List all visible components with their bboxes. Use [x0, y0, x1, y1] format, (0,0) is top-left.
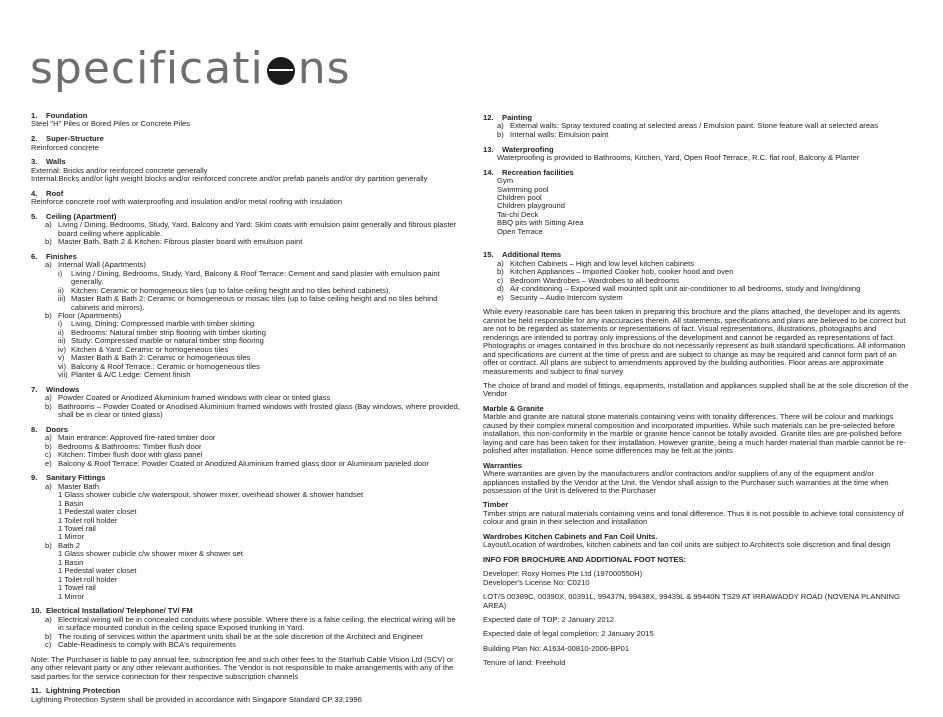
list-item: 1 Basin	[58, 498, 84, 508]
list-item: vi) Balcony & Roof Terrace.: Ceramic or homogeneous tiles	[58, 361, 260, 371]
section-heading: Lightning Protection	[46, 686, 121, 696]
list-item: i) Living / Dining, Bedrooms, Study, Yard, Balcony & Roof Terrace: Cement and sand plaster with emulsion paint generally.	[58, 268, 440, 287]
note-text: Timber strips are natural materials containing veins and tonal difference. Thus it is not possible to achieve total consistency of colour and grain in their selection and installation	[483, 508, 904, 527]
list-item: b) Kitchen Appliances – Imported Cooker hob, cooker hood and oven	[497, 267, 734, 277]
list-item: vii) Planter & A/C Ledge: Cement finish	[58, 370, 191, 380]
page-title-text-end: ns	[297, 43, 351, 94]
list-item: d) Air-conditioning – Exposed wall mounted split unit air-conditioner to all bedrooms, study and living/dining	[497, 284, 861, 294]
list-item: Tai-chi Deck	[497, 209, 539, 219]
developer-line: Developer: Roxy Homes Pte Ltd (197000550H)	[483, 569, 643, 579]
section-text: Reinforce concrete roof with waterproofing and insulation and/or metal roofing with insulation	[31, 197, 343, 207]
list-item: 1 Towel rail	[58, 583, 96, 593]
list-item: Open Terrace	[497, 226, 543, 236]
section-heading: Windows	[46, 384, 80, 394]
completion-date-line: Expected date of legal completion: 2 January 2015	[483, 629, 654, 639]
building-plan-line: Building Plan No: A1634-00810-2006-BP01	[483, 643, 630, 653]
list-item: 1 Towel rail	[58, 523, 96, 533]
page-title-text-start: specificati	[30, 43, 264, 94]
timber-note	[483, 501, 909, 526]
note-text: Where warranties are given by the manufacturers and/or contractors and/or suppliers of any of the equipment and/or appliances installed by the Vendor at the Unit, the Vendor shall assign to the Purchaser such warranties at the time when possession of the Unit is delivered to the Purchaser	[483, 469, 889, 495]
list-item: a) Main entrance: Approved fire-rated timber door	[45, 433, 216, 443]
section-number: 5.	[31, 211, 38, 221]
list-item: b) Internal walls: Emulsion paint	[497, 129, 609, 139]
list-item: 1 Toilet roll holder	[58, 515, 118, 525]
list-item: a) External walls: Spray textured coating at selected areas / Emulsion paint. Stone feature wall at selected areas	[497, 121, 879, 131]
list-item: c) Kitchen: Timber flush door with glass panel	[45, 450, 203, 460]
section-text: Lightning Protection System shall be provided in accordance with Singapore Standard CP 33:1996	[31, 694, 362, 704]
list-item: a) Electrical wiring will be in concealed conduits where possible. Where there is a false ceiling, the electrical wiring will be in surface mounted conduit in the ceiling space Exposed trunking in Yard.	[45, 614, 456, 633]
warranties-note	[483, 462, 909, 496]
list-item: b) The routing of services within the apartment units shall be at the sole discretion of the Architect and Engineer	[45, 631, 424, 641]
section-number: 11.	[31, 686, 42, 696]
section-number: 8.	[31, 424, 38, 434]
list-item: b) Bathrooms – Powder Coated or Anodised Aluminium framed windows with frosted glass (Bay windows, where provided, shall be in clear or tinted glass)	[45, 401, 460, 420]
section-number: 14.	[483, 167, 494, 177]
section-number: 10.	[31, 606, 42, 616]
list-item: c) Bedroom Wardrobes – Wardrobes to all bedrooms	[497, 275, 680, 285]
list-item: Children pool	[497, 193, 542, 202]
list-item: 1 Basin	[58, 557, 84, 567]
section-number: 3.	[31, 157, 38, 167]
list-item: iii) Master Bath & Bath 2: Ceramic or homogeneous or mosaic tiles (up to false ceiling height and no tiles behind cabinets and mirrors).	[58, 294, 438, 312]
section-walls	[31, 158, 463, 183]
top-date-line: Expected date of TOP: 2 January 2012	[483, 614, 615, 624]
disclaimer-paragraph: The choice of brand and model of fittings, equipments, installation and appliances supplied shall be at the sole discretion of the Vendor	[483, 380, 909, 399]
list-item: 1 Glass shower cubicle c/w waterspout, shower mixer, overhead shower & shower handset	[58, 490, 364, 500]
list-item: a) Kitchen Cabinets – High and low level kitchen cabinets	[497, 258, 695, 268]
list-item: v) Master Bath & Bath 2: Ceramic or homogeneous tiles	[58, 353, 251, 363]
section-number: 9.	[31, 473, 38, 483]
section-number: 12.	[483, 113, 494, 122]
info-heading: INFO FOR BROCHURE AND ADDITIONAL FOOT NOTES:	[483, 554, 687, 564]
section-text: External: Bricks and/or reinforced concrete generally	[31, 165, 208, 175]
list-item: e) Balcony & Roof Terrace: Powder Coated or Anodized Aluminium framed glass door or Aluminium paneled door	[45, 458, 429, 468]
section-number: 4.	[31, 188, 38, 198]
section-number: 13.	[483, 144, 494, 154]
section-heading: Additional Items	[502, 250, 562, 260]
list-item: b) Floor (Apartments)	[45, 311, 122, 320]
list-item: a) Powder Coated or Anodized Aluminium framed windows with clear or tinted glass	[45, 393, 331, 403]
section-number: 2.	[31, 134, 38, 144]
section-heading: Roof	[46, 188, 64, 198]
marble-granite-note	[483, 405, 909, 456]
note-heading: Marble & Granite	[483, 403, 544, 413]
section-text: Reinforced concrete	[31, 142, 99, 152]
section-text: Internal:Bricks and/or light weight blocks and/or reinforced concrete and/or prefab panels and/or dry partition generally	[31, 174, 428, 184]
section-number: 1.	[31, 111, 38, 120]
disclaimer-paragraph: While every reasonable care has been taken in preparing this brochure and the plans attached, the developer and its agents cannot be held responsible for any inaccuracies therein. All statements, specifications and plans are believed to be correct but are not to be regarded as statements or representations of fact. Visual representations, illustrations, photographs and renderings are intended to portray only impressions of the development and cannot be regarded as representations of fact. Photographs or images contained in this brochure do not necessarily represent as built standard specifications. All information and specifications are current at the time of press and are subject to change as may be required and cannot form part of an offer or contract. All plans are subject to amendments approved by the building authorities. Floor areas are approximate measurements and subject to final survey	[483, 307, 906, 376]
left-column	[31, 112, 463, 710]
section-finishes	[31, 253, 463, 380]
license-line: Developer's License No: C0210	[483, 577, 590, 587]
list-item: Gym	[497, 176, 514, 186]
list-item: a) Master Bath	[45, 481, 99, 491]
section-roof	[31, 190, 463, 207]
ball-icon	[267, 57, 295, 85]
section-painting	[483, 114, 909, 139]
list-item: 1 Toilet roll holder	[58, 574, 118, 584]
list-item: b) Bedrooms & Bathrooms: Timber flush door	[45, 441, 202, 451]
section-heading: Doors	[46, 424, 68, 434]
section-heading: Sanitary Fittings	[46, 473, 106, 483]
section-heading: Painting	[502, 113, 532, 122]
list-item: Swimming pool	[497, 184, 549, 194]
list-item: ii) Bedrooms: Natural timber strip flooring with timber skirting	[58, 327, 266, 337]
note-text: Marble and granite are natural stone materials containing veins with tonality differences. There will be colour and markings caused by their complex mineral composition and incorporated impurities. While such materials can be pre-selected before installation, this non-conformity in the marble or granite hence cannot be totally avoided. Granite tiles are pre-polished before laying and care has been taken for their installation. However granite, being a much harder material than marble cannot be re-polished after installation. Hence some differences may be felt at the joints	[483, 412, 906, 456]
section-heading: Walls	[46, 157, 66, 167]
section-ceiling	[31, 213, 463, 247]
section-heading: Recreation facilities	[502, 167, 574, 177]
page-title	[30, 44, 351, 94]
section-lightning-protection	[31, 687, 463, 704]
section-text: Steel "H" Piles or Bored Piles or Concrete Piles	[31, 119, 191, 129]
section-text: Waterproofing is provided to Bathrooms, Kitchen, Yard, Open Roof Terrace, R.C. flat roof, Balcony & Planter	[497, 153, 860, 162]
list-item: Children playground	[497, 201, 565, 211]
list-item: a) Internal Wall (Apartments)	[45, 260, 146, 270]
list-item: iii) Study: Compressed marble or natural timber strip flooring	[58, 336, 264, 346]
section-sanitary-fittings	[31, 474, 463, 601]
list-item: iv) Kitchen & Yard: Ceramic or homogeneous tiles	[58, 344, 229, 354]
list-item: 1 Pedestal water closet	[58, 507, 137, 517]
section-electrical	[31, 607, 463, 649]
section-recreation	[483, 169, 909, 237]
section-heading: Ceiling (Apartment)	[46, 211, 117, 221]
section-foundation	[31, 112, 463, 129]
list-item: BBQ pits with Sitting Area	[497, 218, 584, 228]
section-superstructure	[31, 135, 463, 152]
list-item: 1 Mirror	[58, 532, 85, 542]
section-additional-items	[483, 251, 909, 302]
list-item: i) Living, Dining: Compressed marble with timber skirting	[58, 319, 255, 329]
note-heading: Wardrobes Kitchen Cabinets and Fan Coil Units.	[483, 531, 658, 541]
section-windows	[31, 386, 463, 420]
info-block	[483, 556, 909, 564]
list-item: 1 Glass shower cubicle c/w shower mixer & shower set	[58, 549, 243, 559]
list-item: 1 Pedestal water closet	[58, 566, 137, 576]
section-number: 6.	[31, 251, 38, 261]
lots-line: LOT/S 00389C, 00390X, 00391L, 99437N, 99438X, 99439L & 99440N TS29 AT IRRAWADDY ROAD (NOVENA PLANNING AREA)	[483, 592, 900, 610]
list-item: a) Living / Dining, Bedrooms, Study, Yard, Balcony and Yard: Skim coats with emulsion paint generally and fibrous plaster board ceiling where applicable.	[45, 220, 457, 238]
section-heading: Finishes	[46, 251, 77, 261]
section-waterproofing	[483, 146, 909, 163]
note-heading: Timber	[483, 500, 509, 510]
list-item: b) Master Bath, Bath 2 & Kitchen: Fibrous plaster board with emulsion paint	[45, 237, 303, 247]
list-item: e) Security – Audio Intercom system	[497, 292, 623, 302]
note-text: Layout/Location of wardrobes, kitchen cabinets and fan coil units are subject to Architect's sole discretion and final design	[483, 540, 891, 550]
section-number: 7.	[31, 384, 38, 394]
list-item: ii) Kitchen: Ceramic or homogeneous tiles (up to false ceiling height and no tiles behind cabinets).	[58, 285, 391, 295]
list-item: b) Bath 2	[45, 540, 80, 550]
section-heading: Waterproofing	[502, 144, 554, 154]
note: Note: The Purchaser is liable to pay annual fee, subscription fee and such other fees to the Starhub Cable Vision Ltd (SCV) or any other relevant party or any other relevant authorities. The Vendor is not responsible to make arrangements with any of the said parties for the service connection for their respective subscription channels	[31, 654, 454, 681]
list-item: 1 Mirror	[58, 591, 85, 601]
section-doors	[31, 426, 463, 468]
note-heading: Warranties	[483, 460, 522, 470]
section-heading: Super-Structure	[46, 134, 104, 144]
section-heading: Electrical Installation/ Telephone/ TV/ FM	[46, 606, 193, 616]
right-column	[483, 114, 909, 674]
section-number: 15.	[483, 250, 494, 260]
wardrobes-note	[483, 533, 909, 550]
section-heading: Foundation	[46, 111, 88, 120]
list-item: c) Cable-Readiness to comply with BCA's requirements	[45, 640, 236, 650]
tenure-line: Tenure of land: Freehold	[483, 658, 566, 668]
